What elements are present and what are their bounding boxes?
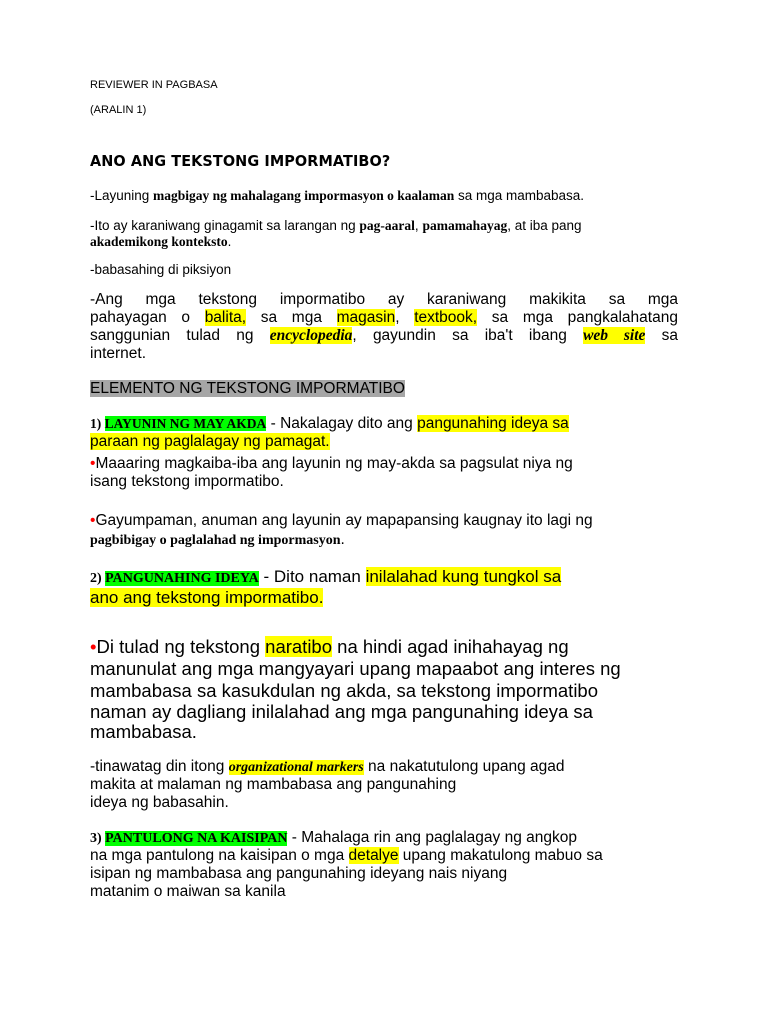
element-2-label: PANGUNAHING IDEYA: [105, 571, 259, 586]
markers-text: -tinawatag din itong: [90, 758, 229, 775]
element-2-markers-line-1: [90, 758, 565, 776]
element-text: Mahalaga rin ang paglalagay ng angkop: [301, 829, 578, 846]
highlight-text: pangunahing ideya sa: [417, 415, 569, 432]
element-number: 2): [90, 571, 106, 586]
element-1-bullet-1-line-2: isang tekstong impormatibo.: [90, 473, 284, 490]
element-1-bullet-2: [90, 512, 593, 530]
element-2-paragraph-line-3: mambabasa sa kasukdulan ng akda, sa tekstong impormatibo: [90, 680, 599, 701]
sources-line-2: [90, 309, 678, 327]
intro-line-2: [90, 218, 582, 234]
element-1-line-2: [90, 433, 330, 451]
element-1-heading: [90, 415, 569, 433]
sources-line-4: internet.: [90, 345, 147, 362]
paragraph-text: na hindi agad inihahayag ng: [332, 636, 569, 657]
markers-text: na nakatutulong upang agad: [363, 758, 565, 775]
element-2-paragraph-line-5: mambabasa.: [90, 721, 197, 742]
element-text: Nakalagay dito ang: [280, 415, 418, 432]
highlight-organizational-markers: organizational markers: [228, 760, 364, 775]
section-heading-text: ELEMENTO NG TEKSTONG IMPORMATIBO: [90, 380, 405, 397]
document-subtitle: (ARALIN 1): [90, 104, 147, 116]
bold-text: pagbibigay o paglalahad ng impormasyon: [90, 533, 341, 548]
intro-line-3: [90, 234, 231, 250]
element-2-heading: [90, 567, 561, 587]
intro-text: ,: [414, 218, 423, 233]
bullet-icon: •: [90, 512, 96, 529]
sources-text: sa: [645, 327, 679, 344]
dash: -: [266, 415, 281, 432]
element-3-label: PANTULONG NA KAISIPAN: [105, 831, 288, 846]
page-heading: ANO ANG TEKSTONG IMPORMATIBO?: [90, 152, 391, 170]
highlight-text: paraan ng paglalagay ng pamagat.: [90, 433, 330, 450]
paragraph-text: Di tulad ng tekstong: [96, 636, 266, 657]
intro-bold-text: akademikong konteksto: [90, 234, 228, 249]
sources-text: ,: [395, 309, 415, 326]
sources-text: , gayundin sa iba't ibang: [352, 327, 584, 344]
highlight-text: inilalahad kung tungkol sa: [365, 567, 562, 586]
highlight-naratibo: naratibo: [265, 636, 333, 657]
dash: -: [287, 829, 302, 846]
element-1-label: LAYUNIN NG MAY AKDA: [104, 416, 267, 431]
bullet-text: Gayumpaman, anuman ang layunin ay mapapansing kaugnay ito lagi ng: [95, 512, 593, 529]
element-1-bullet-1: [90, 455, 573, 473]
sources-line-3: [90, 327, 678, 345]
intro-line-1: [90, 188, 584, 204]
element-2-paragraph-line-2: manunulat ang mga mangyayari upang mapaabot ang interes ng: [90, 658, 621, 679]
element-3-line-3: isipan ng mambabasa ang pangunahing ideyang nais niyang: [90, 865, 508, 882]
intro-text: .: [227, 234, 232, 249]
element-number: 3): [90, 831, 106, 846]
intro-bold-text: magbigay ng mahalagang impormasyon o kaalaman: [153, 188, 455, 203]
sources-text: sanggunian tulad ng: [90, 327, 270, 344]
sources-text: pahayagan o: [90, 309, 205, 326]
intro-text: -Ito ay karaniwang ginagamit sa larangan ng: [90, 218, 360, 233]
sources-line-1: -Ang mga tekstong impormatibo ay karaniwang makikita sa mga: [90, 291, 678, 308]
highlight-magasin: magasin: [336, 309, 396, 326]
element-text: na mga pantulong na kaisipan o mga: [90, 847, 349, 864]
bullet-icon: •: [90, 636, 97, 657]
dash: -: [258, 567, 274, 586]
element-3-line-4: matanim o maiwan sa kanila: [90, 883, 286, 900]
element-2-markers-line-3: ideya ng babasahin.: [90, 794, 229, 811]
intro-text: -Layuning: [90, 188, 154, 203]
sources-text: sa mga: [246, 309, 337, 326]
element-2-markers-line-2: makita at malaman ng mambabasa ang pangunahing: [90, 776, 457, 793]
element-3-heading: [90, 829, 577, 847]
intro-text: , at iba pang: [507, 218, 582, 233]
element-text: upang makatulong mabuo sa: [398, 847, 603, 864]
bullet-icon: •: [90, 455, 96, 472]
bullet-text: Maaaring magkaiba-iba ang layunin ng may-akda sa pagsulat niya ng: [95, 455, 573, 472]
highlight-encyclopedia: encyclopedia: [269, 327, 353, 344]
bullet-text: .: [340, 531, 345, 548]
document-title: REVIEWER IN PAGBASA: [90, 79, 218, 91]
element-2-paragraph-line-4: naman ay dagliang inilalahad ang mga pangunahing ideya sa: [90, 701, 593, 722]
intro-line-4: -babasahing di piksiyon: [90, 262, 232, 277]
section-heading: [90, 380, 405, 398]
intro-bold-text: pamamahayag: [422, 218, 508, 233]
element-text: Dito naman: [273, 567, 366, 586]
highlight-detalye: detalye: [348, 847, 399, 864]
highlight-web-site: web site: [583, 327, 646, 344]
sources-text: sa mga pangkalahatang: [477, 309, 678, 326]
highlight-text: ano ang tekstong impormatibo.: [90, 588, 324, 607]
highlight-textbook: textbook,: [414, 309, 478, 326]
element-3-line-2: [90, 847, 603, 865]
element-number: 1): [90, 416, 105, 431]
highlight-balita: balita,: [204, 309, 247, 326]
element-1-bullet-2-line-2: [90, 531, 345, 549]
intro-text: sa mga mambabasa.: [454, 188, 585, 203]
element-2-line-2: [90, 588, 323, 608]
element-2-paragraph-line-1: [90, 636, 569, 658]
intro-bold-text: pag-aaral: [359, 218, 415, 233]
